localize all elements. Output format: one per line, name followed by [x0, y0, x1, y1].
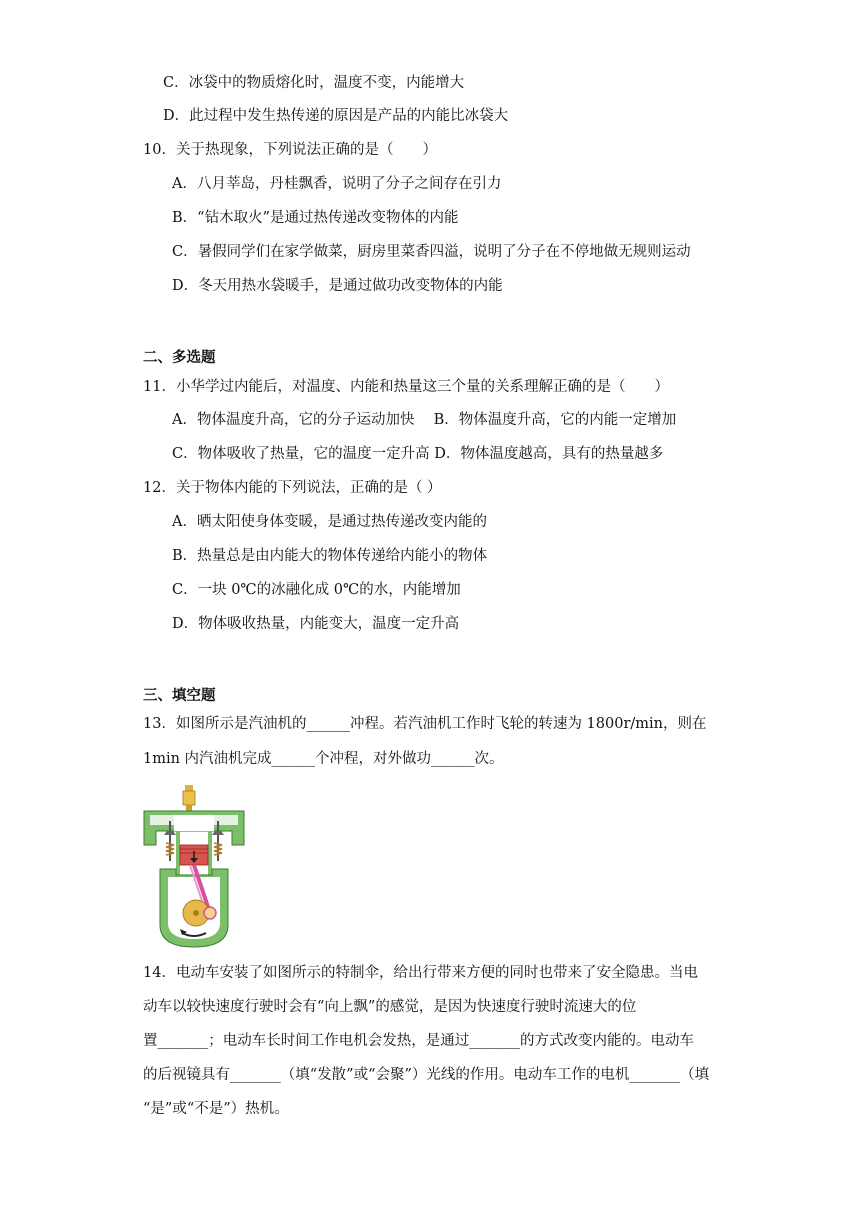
section-title-multiple-choice: 二、多选题: [143, 350, 216, 366]
q14-line5: “是”或“不是”）热机。: [143, 1101, 289, 1117]
q12-option-d: D．物体吸收热量，内能变大，温度一定升高: [172, 616, 460, 632]
q12-option-b: B．热量总是由内能大的物体传递给内能小的物体: [172, 548, 488, 564]
q11-options-row2: C．物体吸收了热量，它的温度一定升高 D．物体温度越高，具有的热量越多: [172, 446, 664, 462]
q14-line4: 的后视镜具有_______（填“发散”或“会聚”）光线的作用。电动车工作的电机_______（填: [143, 1067, 710, 1083]
q14-line3: 置_______；电动车长时间工作电机会发热，是通过_______的方式改变内能的。电动车: [143, 1033, 694, 1049]
q10-option-a: A．八月莘岛，丹桂飘香，说明了分子之间存在引力: [172, 176, 502, 192]
q10-stem: 10．关于热现象，下列说法正确的是（ ）: [143, 142, 437, 158]
q9-option-c: C．冰袋中的物质熔化时，温度不变，内能增大: [163, 75, 465, 91]
q12-stem: 12．关于物体内能的下列说法，正确的是（ ）: [143, 480, 442, 496]
section-title-fill-in: 三、填空题: [143, 688, 216, 704]
q11-stem: 11．小华学过内能后，对温度、内能和热量这三个量的关系理解正确的是（ ）: [143, 379, 669, 395]
q10-option-c: C．暑假同学们在家学做菜，厨房里菜香四溢，说明了分子在不停地做无规则运动: [172, 244, 691, 260]
q14-line2: 动车以较快速度行驶时会有“向上飘”的感觉，是因为快速度行驶时流速大的位: [143, 999, 637, 1015]
q13-line1: 13．如图所示是汽油机的______冲程。若汽油机工作时飞轮的转速为 1800r/min，则在: [143, 716, 707, 732]
gasoline-engine-diagram-icon: [140, 785, 248, 950]
q12-option-c: C．一块 0℃的冰融化成 0℃的水，内能增加: [172, 582, 461, 598]
q9-option-d: D．此过程中发生热传递的原因是产品的内能比冰袋大: [163, 108, 509, 124]
q10-option-b: B．“钻木取火”是通过热传递改变物体的内能: [172, 210, 459, 226]
q12-option-a: A．晒太阳使身体变暖，是通过热传递改变内能的: [172, 514, 487, 530]
q13-line2: 1min 内汽油机完成______个冲程，对外做功______次。: [143, 751, 504, 767]
q14-line1: 14．电动车安装了如图所示的特制伞，给出行带来方便的同时也带来了安全隐患。当电: [143, 965, 698, 981]
q11-options-row1: A．物体温度升高，它的分子运动加快 B．物体温度升高，它的内能一定增加: [172, 412, 677, 428]
q10-option-d: D．冬天用热水袋暖手，是通过做功改变物体的内能: [172, 278, 503, 294]
